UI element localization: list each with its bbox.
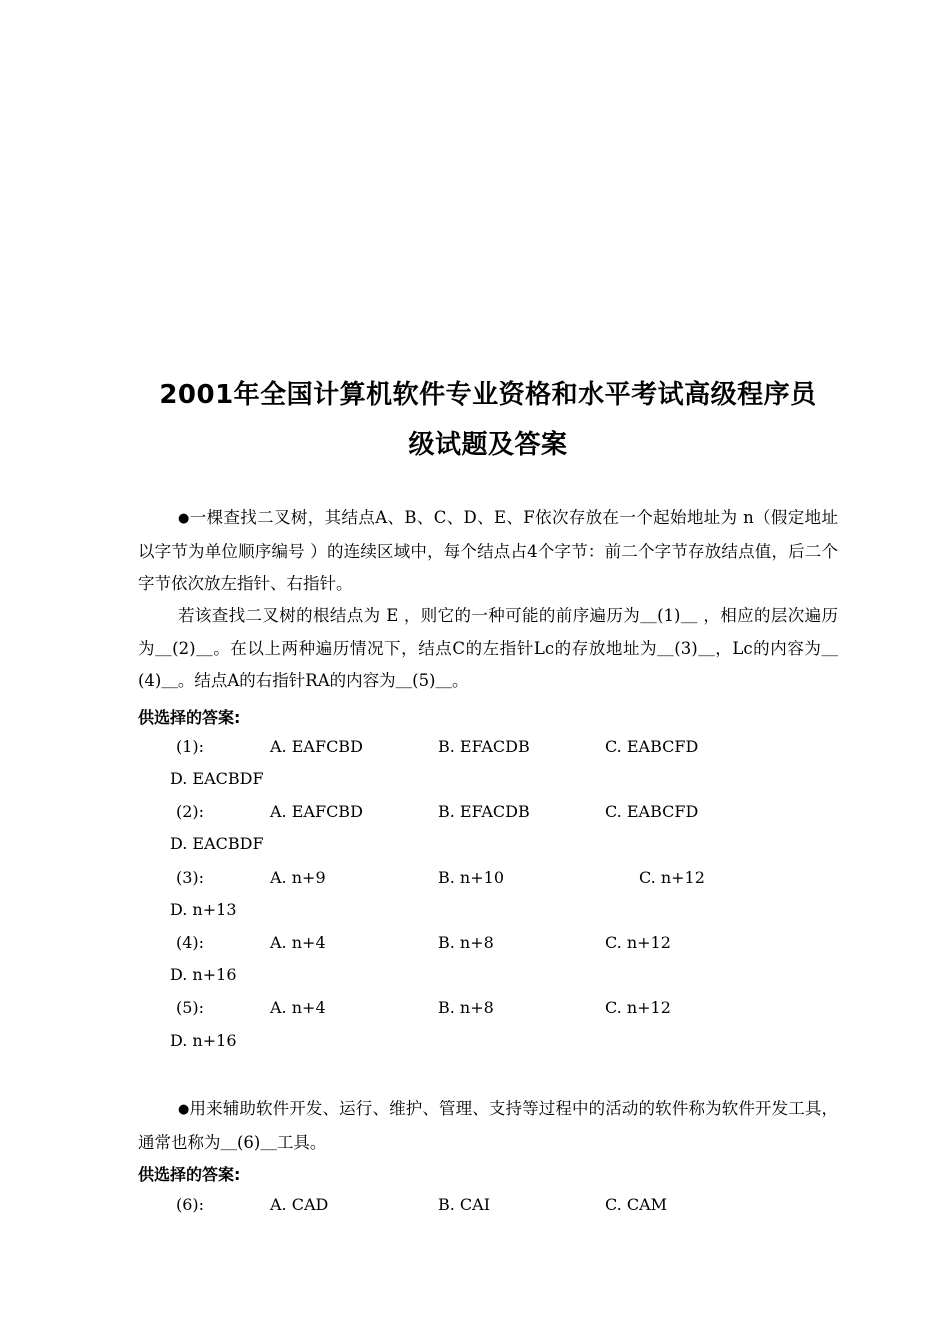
document-title	[138, 370, 838, 470]
option-c: C. n+12	[605, 998, 671, 1017]
question-2-paragraph	[138, 1093, 838, 1159]
option-a: A. n+9	[270, 868, 326, 887]
option-c: C. n+12	[605, 933, 671, 952]
option-c: C. CAM	[605, 1195, 668, 1214]
option-a: A. n+4	[270, 933, 326, 952]
option-a: A. n+4	[270, 998, 326, 1017]
option-a: A. CAD	[270, 1195, 329, 1214]
option-number: (1):	[176, 737, 205, 756]
option-number: (6):	[176, 1195, 205, 1214]
option-a: A. EAFCBD	[270, 802, 363, 821]
option-number: (3):	[176, 868, 205, 887]
option-d: D. n+13	[170, 900, 237, 919]
question-1-text: 一棵查找二叉树，其结点A、B、C、D、E、F依次存放在一个起始地址为 n（假定地址以字节为单位顺序编号 ）的连续区域中，每个结点占4个字节：前二个字节存放结点值，后二个字节依次放左指针、右指针。	[138, 508, 839, 594]
option-b: B. CAI	[438, 1195, 491, 1214]
answers-label: 供选择的答案:	[138, 708, 241, 727]
option-b: B. EFACDB	[438, 737, 530, 756]
bullet-icon: ●	[178, 511, 190, 526]
option-b: B. n+10	[438, 868, 504, 887]
option-c: C. EABCFD	[605, 737, 699, 756]
answers-label: 供选择的答案:	[138, 1165, 241, 1184]
option-d: D. n+16	[170, 1031, 237, 1050]
option-d: D. EACBDF	[170, 834, 264, 853]
option-number: (2):	[176, 802, 205, 821]
option-b: B. EFACDB	[438, 802, 530, 821]
title-line-2: 级试题及答案	[408, 430, 568, 460]
option-b: B. n+8	[438, 998, 494, 1017]
option-c: C. EABCFD	[605, 802, 699, 821]
option-number: (5):	[176, 998, 205, 1017]
option-c: C. n+12	[639, 868, 705, 887]
option-b: B. n+8	[438, 933, 494, 952]
option-a: A. EAFCBD	[270, 737, 363, 756]
option-d: D. EACBDF	[170, 769, 264, 788]
title-line-1: 2001年全国计算机软件专业资格和水平考试高级程序员	[159, 380, 817, 410]
option-number: (4):	[176, 933, 205, 952]
question-2-text: 用来辅助软件开发、运行、维护、管理、支持等过程中的活动的软件称为软件开发工具，通常也称为＿(6)＿工具。	[138, 1099, 839, 1152]
bullet-icon: ●	[178, 1102, 190, 1117]
option-d: D. n+16	[170, 965, 237, 984]
question-1-paragraph-2: 若该查找二叉树的根结点为 E ，则它的一种可能的前序遍历为＿(1)＿ ，相应的层次遍历为＿(2)＿。在以上两种遍历情况下，结点C的左指针Lc的存放地址为＿(3)＿，Lc的内容为＿(4)＿。结点A的右指针RA的内容为＿(5)＿。	[138, 606, 838, 691]
question-1-paragraph-1	[138, 502, 838, 601]
